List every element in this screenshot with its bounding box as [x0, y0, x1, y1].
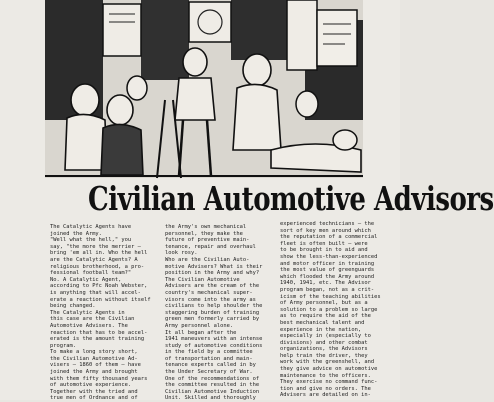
article-text-line: being changed.	[50, 303, 96, 310]
article-text-line: tenance experts called in by	[165, 362, 256, 369]
article-text-line: experience in the nation,	[280, 326, 362, 333]
article-text-line: sort of key men around which	[280, 227, 371, 234]
article-text-line: maintenance to the officers.	[280, 372, 371, 379]
article-text-line: the committee resulted in the	[165, 382, 260, 389]
article-text-line: program began, not as a crit-	[280, 286, 375, 293]
article-text-line: and motor officer in training	[280, 260, 375, 267]
article-text-line: best mechanical talent and	[280, 319, 365, 326]
article-text-line: civilians to help shoulder the	[165, 303, 263, 310]
article-text-line: joined the Army and brought	[50, 369, 138, 376]
article-text-line: tenance, repair and overhaul	[165, 243, 256, 250]
article-text-line: position in the Army and why?	[165, 270, 260, 277]
article-text-line: experienced technicians – the	[280, 221, 375, 227]
article-text-line: with them fifty thousand years	[50, 375, 148, 382]
article-text-line: staggering burden of training	[165, 309, 260, 316]
article-text-line: country's mechanical super-	[165, 289, 253, 296]
article-text-line: the Civilian Automotive Ad-	[50, 355, 138, 362]
article-text-line: to be brought in to aid and	[280, 247, 368, 254]
article-text-line: erated is the amount training	[50, 336, 145, 343]
article-text-line: They exercise no command func-	[280, 379, 378, 386]
article-text-line: true men of Ordnance and of	[50, 395, 138, 402]
article-text-line: look rosy.	[165, 250, 198, 257]
article-text-line: reaction that has to be accel-	[50, 329, 148, 336]
article-text-line: help train the driver, they	[280, 352, 368, 359]
article-column-2	[165, 224, 271, 402]
article-text-line: Civilian Automotive Induction	[165, 388, 260, 395]
article-text-line: green men formerly carried by	[165, 316, 260, 323]
article-text-line: Army personnel alone.	[165, 322, 234, 329]
cartoon-illustration	[45, 0, 363, 178]
article-text-line: tion and give no orders. The	[280, 385, 371, 392]
article-text-line: solution to a problem so large	[280, 306, 378, 313]
article-text-line: the Under Secretary of War.	[165, 369, 253, 376]
article-text-line: Advisers are the cream of the	[165, 283, 260, 290]
article-text-line: they give advice on automotive	[280, 366, 378, 373]
article-text-line: the Army's own mechanical	[165, 224, 247, 230]
article-text-line: religious brotherhood, a pro-	[50, 263, 145, 270]
article-text-line: Together with the tried and	[50, 388, 138, 395]
article-text-line: of automotive experience.	[50, 382, 132, 389]
article-text-line: bring 'em all in. Who the hell	[50, 250, 148, 257]
article-text-line: erate a reaction without itself	[50, 296, 151, 303]
article-text-line: The Catalytic Agents in	[50, 309, 125, 316]
article-text-line: this case are the Civilian	[50, 316, 135, 323]
article-text-line: The Catalytic Agents have	[50, 224, 132, 230]
article-text-line: joined the Army.	[50, 230, 102, 237]
article-text-line: is anything that will accel-	[50, 289, 141, 296]
article-text-line: Who are the Civilian Auto-	[165, 256, 250, 263]
article-text-line: motive Advisers? What is their	[165, 263, 263, 270]
article-text-line: as to require the aid of the	[280, 313, 371, 320]
article-text-line: personnel, they make the	[165, 230, 243, 237]
article-text-line: visors come into the army as	[165, 296, 256, 303]
article-text-line: of Army personnel, but as a	[280, 300, 368, 307]
article-text-line: according to Pfc Noah Webster,	[50, 283, 148, 290]
article-text-line: Advisers are detailed on in-	[280, 392, 371, 399]
article-text-line: study of automotive conditions	[165, 342, 263, 349]
article-text-line: The Civilian Automotive	[165, 276, 240, 283]
article-text-line: of transportation and main-	[165, 355, 253, 362]
article-text-line: especially in (especially to	[280, 333, 371, 340]
article-text-line: No. A Catalytic Agent,	[50, 276, 122, 283]
article-text-line: One of the recommendations of	[165, 375, 260, 382]
article-column-1	[50, 224, 156, 402]
article-headline: Civilian Automotive Advisors	[88, 181, 494, 219]
article-text-line: future of preventive main-	[165, 237, 250, 244]
article-text-line: icism of the teaching abilities	[280, 293, 381, 300]
article-text-line: visers – 1860 of them – have	[50, 362, 141, 369]
article-text-line: divisions) and other combat	[280, 339, 368, 346]
article-text-line: the most value of greenguards	[280, 267, 375, 274]
article-text-line: To make a long story short,	[50, 349, 138, 356]
article-text-line: 1941 maneuvers with an intense	[165, 336, 263, 343]
article-text-line: 1940, 1941, etc. The Advisor	[280, 280, 371, 287]
article-body	[50, 221, 395, 402]
article-text-line: work with the greenshell, and	[280, 359, 375, 366]
article-text-line: Automotive Advisers. The	[50, 322, 128, 329]
article-text-line: the reputation of a commercial	[280, 234, 378, 241]
article-text-line: in the field by a committee	[165, 349, 253, 356]
article-text-line: Unit. Skilled and thoroughly	[165, 395, 256, 402]
article-text-line: which flooded the Army around	[280, 273, 375, 280]
article-text-line: show the less-than-experienced	[280, 253, 378, 260]
article-text-line: say, "the more the merrier –	[50, 243, 141, 250]
article-text-line: organizations, the Advisors	[280, 346, 368, 353]
article-text-line: It all began after the	[165, 329, 237, 336]
article-text-line: fessional football team?"	[50, 270, 132, 277]
article-column-3	[280, 221, 386, 399]
article-text-line: are the Catalytic Agents? A	[50, 256, 138, 263]
article-text-line: "Well what the hell," you	[50, 237, 132, 244]
article-text-line: fleet is often built – were	[280, 240, 368, 247]
article-text-line: program.	[50, 342, 76, 349]
cartoon-drawing	[45, 0, 363, 178]
